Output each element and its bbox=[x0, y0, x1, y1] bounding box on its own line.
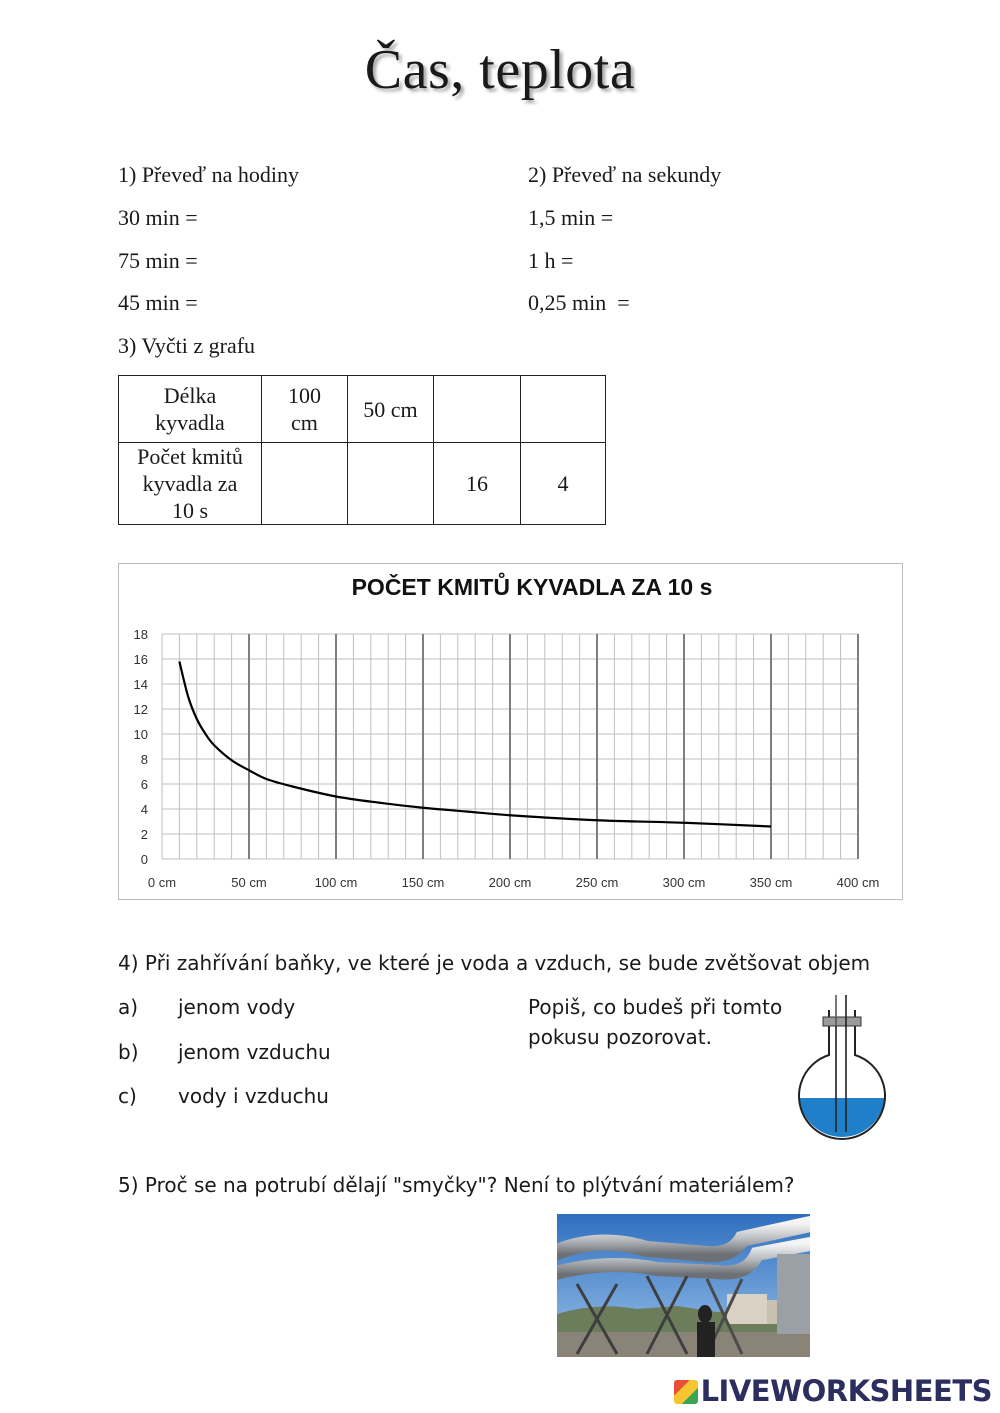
page-title: Čas, teplota bbox=[364, 39, 636, 101]
q4-option-c-letter: c) bbox=[118, 1084, 137, 1108]
chart-y-tick-label: 4 bbox=[140, 802, 148, 817]
pipeline-photo bbox=[557, 1214, 810, 1357]
chart-x-tick-label: 400 cm bbox=[836, 875, 880, 890]
chart-y-tick-label: 18 bbox=[133, 627, 148, 642]
q1-item-1: 30 min = bbox=[118, 205, 198, 230]
table-row2-label bbox=[119, 443, 262, 525]
table-cell-r1c3[interactable] bbox=[434, 376, 521, 443]
row1-label-line2: kyvadla bbox=[155, 410, 225, 435]
q4-heading: 4) Při zahřívání baňky, ve které je voda a vzduch, se bude zvětšovat objem bbox=[118, 951, 871, 975]
chart-x-tick-label: 50 cm bbox=[231, 875, 267, 890]
chart-x-tick-label: 150 cm bbox=[401, 875, 445, 890]
table-cell-r2c2[interactable] bbox=[348, 443, 434, 525]
chart-y-tick-label: 2 bbox=[140, 827, 148, 842]
table-cell-r1c2: 50 cm bbox=[348, 376, 434, 443]
flask-stopper bbox=[823, 1017, 861, 1026]
table-row1-label bbox=[119, 376, 262, 443]
chart-y-tick-label: 14 bbox=[133, 677, 148, 692]
chart-x-tick-labels bbox=[148, 875, 879, 890]
pendulum-chart bbox=[118, 563, 903, 900]
row2-label-line2: kyvadla za bbox=[142, 471, 238, 496]
chart-y-tick-labels bbox=[134, 627, 148, 867]
chart-x-tick-label: 100 cm bbox=[314, 875, 358, 890]
row1-label-line1: Délka bbox=[163, 383, 217, 408]
table-cell-r2c1[interactable] bbox=[262, 443, 348, 525]
chart-x-tick-label: 350 cm bbox=[749, 875, 793, 890]
chart-y-tick-label: 8 bbox=[140, 752, 148, 767]
chart-svg bbox=[119, 564, 904, 901]
table-cell-r2c4: 4 bbox=[521, 443, 606, 525]
q1-item-3: 45 min = bbox=[118, 290, 198, 315]
q4-option-a-text[interactable]: jenom vody bbox=[178, 995, 296, 1019]
pendulum-table bbox=[118, 375, 606, 525]
table-cell-r1c4[interactable] bbox=[521, 376, 606, 443]
chart-title: POČET KMITŮ KYVADLA ZA 10 s bbox=[351, 574, 713, 600]
chart-x-tick-label: 0 cm bbox=[147, 875, 177, 890]
row2-label-line3: 10 s bbox=[171, 498, 209, 523]
row2-label-line1: Počet kmitů bbox=[137, 444, 243, 469]
q2-item-1: 1,5 min = bbox=[528, 205, 614, 230]
q1-heading: 1) Převeď na hodiny bbox=[118, 162, 300, 187]
liveworksheets-logo[interactable] bbox=[674, 1374, 992, 1408]
chart-y-tick-label: 10 bbox=[133, 727, 148, 742]
q2-item-2: 1 h = bbox=[528, 248, 574, 273]
q4-option-c-text[interactable]: vody i vzduchu bbox=[178, 1084, 329, 1108]
logo-text: LIVEWORKSHEETS bbox=[700, 1374, 992, 1408]
q2-heading: 2) Převeď na sekundy bbox=[528, 162, 722, 187]
r1c1-line1: 100 bbox=[288, 383, 321, 408]
q3-heading: 3) Vyčti z grafu bbox=[118, 333, 256, 358]
r1c1-line2: cm bbox=[291, 410, 318, 435]
chart-y-tick-label: 16 bbox=[133, 652, 148, 667]
chart-x-tick-label: 300 cm bbox=[662, 875, 706, 890]
chart-y-tick-label: 6 bbox=[140, 777, 148, 792]
chart-y-tick-label: 0 bbox=[140, 852, 148, 867]
logo-mark-icon bbox=[674, 1380, 698, 1404]
q2-item-3: 0,25 min = bbox=[528, 290, 630, 315]
chart-x-tick-label: 250 cm bbox=[575, 875, 619, 890]
q4-option-a-letter: a) bbox=[118, 995, 139, 1019]
q4-option-b-text[interactable]: jenom vzduchu bbox=[178, 1040, 331, 1064]
table-cell-r2c3: 16 bbox=[434, 443, 521, 525]
q5-heading: 5) Proč se na potrubí dělají "smyčky"? Není to plýtvání materiálem? bbox=[118, 1173, 795, 1197]
q1-item-2: 75 min = bbox=[118, 248, 198, 273]
q4-describe-line2: pokusu pozorovat. bbox=[528, 1025, 713, 1049]
q4-describe-line1: Popiš, co budeš při tomto bbox=[528, 995, 783, 1019]
q4-option-b-letter: b) bbox=[118, 1040, 139, 1064]
chart-y-tick-label: 12 bbox=[133, 702, 148, 717]
chart-x-tick-label: 200 cm bbox=[488, 875, 532, 890]
flask-illustration bbox=[790, 990, 900, 1142]
table-cell-r1c1 bbox=[262, 376, 348, 443]
